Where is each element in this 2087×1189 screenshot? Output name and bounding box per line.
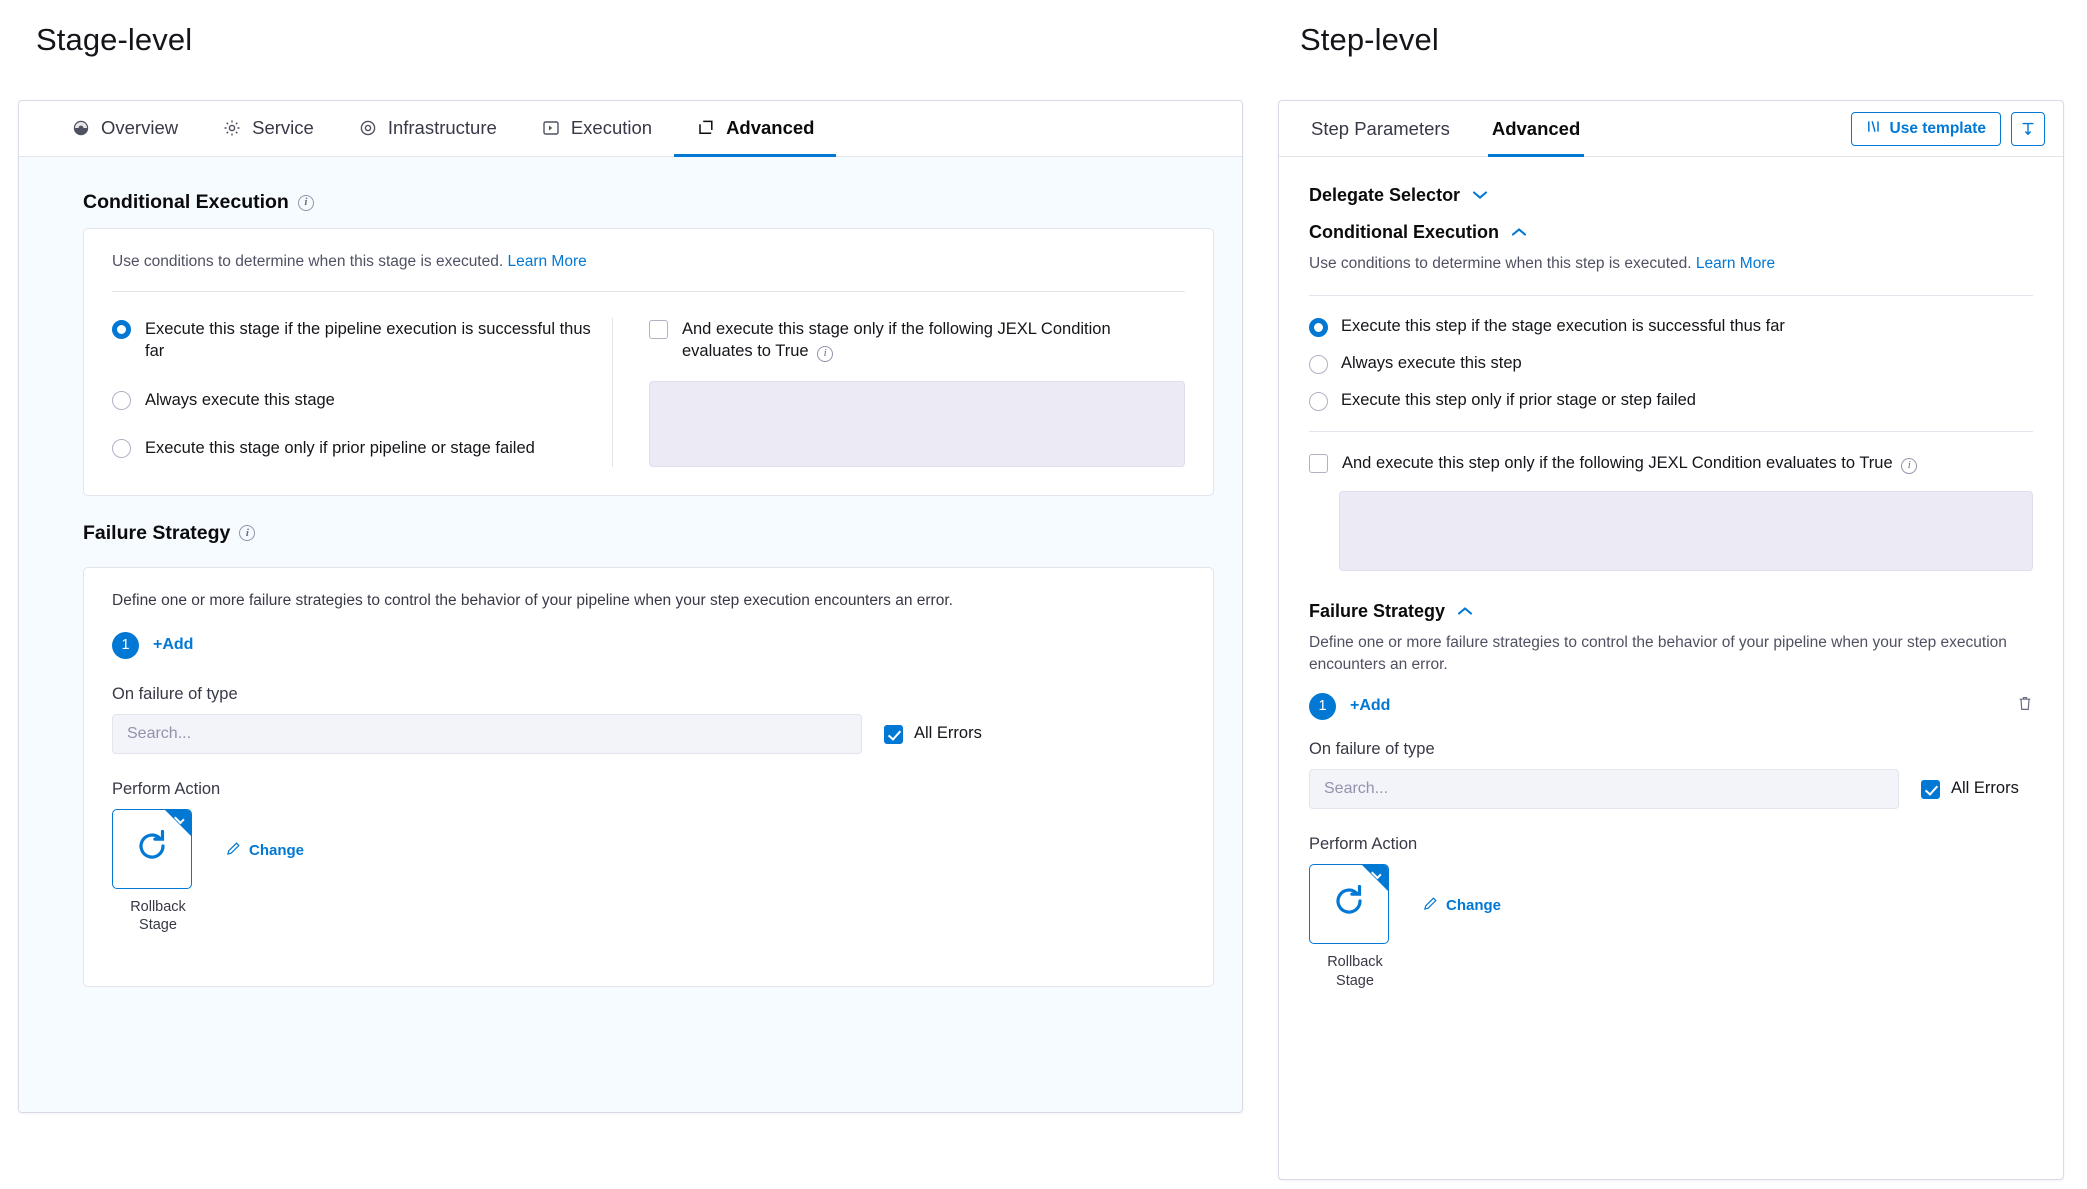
tab-step-advanced[interactable]: Advanced [1488, 102, 1584, 157]
selected-check-icon [165, 810, 191, 836]
radio-indicator[interactable] [1309, 318, 1328, 337]
stage-conditional-execution-card [83, 228, 1214, 496]
delegate-selector-label: Delegate Selector [1309, 185, 1461, 205]
chevron-up-icon[interactable] [1511, 225, 1527, 240]
stage-perform-action-label: Perform Action [112, 779, 221, 798]
step-failure-strategy-tabs [1309, 693, 2033, 720]
stage-conditional-learn-more-link[interactable]: Learn More [507, 253, 587, 270]
trash-icon[interactable] [2017, 695, 2033, 717]
stage-failure-type-row [112, 714, 1185, 754]
stage-conditional-columns [112, 318, 1185, 467]
step-level-heading: Step-level [1300, 22, 1439, 57]
use-template-button[interactable] [1851, 112, 2001, 146]
step-conditional-divider-top [1309, 295, 2033, 296]
stage-conditional-divider [112, 291, 1185, 292]
step-all-errors-label: All Errors [1951, 779, 2019, 798]
stage-rollback-stage-caption [112, 898, 204, 936]
step-conditional-learn-more-link[interactable]: Learn More [1695, 255, 1776, 272]
stage-change-action-label: Change [249, 841, 305, 859]
step-failure-strategy-label: Failure Strategy [1309, 600, 1446, 621]
step-change-action-button[interactable] [1423, 896, 1501, 915]
step-radio-option-always[interactable] [1309, 353, 2033, 374]
stage-jexl-label-text: And execute this stage only if the following JEXL Condition evaluates to True [682, 320, 1111, 361]
template-bars-icon [1866, 119, 1881, 139]
step-rollback-stage-caption [1309, 953, 1401, 991]
stage-failure-type-search-input[interactable]: Search... [112, 714, 862, 754]
tab-service-label: Service [252, 117, 314, 138]
step-failure-strategy-accordion[interactable] [1309, 601, 2033, 622]
step-perform-action-row [1309, 864, 2033, 991]
tab-step-parameters[interactable]: Step Parameters [1311, 118, 1450, 139]
pencil-icon [1423, 896, 1438, 915]
tab-advanced[interactable] [674, 102, 836, 157]
stage-failure-strategy-card [83, 567, 1214, 987]
stage-jexl-checkbox[interactable] [649, 320, 668, 339]
step-on-failure-of-type-label: On failure of type [1309, 739, 1435, 758]
step-all-errors-checkbox[interactable] [1921, 780, 1940, 799]
step-failure-description: Define one or more failure strategies to control the behavior of your pipeline when your step execution encounters an error. [1309, 633, 2007, 674]
step-failure-type-row [1309, 769, 2033, 809]
step-tabbar [1279, 101, 2063, 157]
stage-radio-option-always-label: Always execute this stage [145, 390, 335, 409]
stage-rollback-caption-line1: Rollback [130, 898, 186, 915]
stage-jexl-label [682, 318, 1185, 363]
step-jexl-label [1342, 452, 1917, 474]
stage-perform-action-row [112, 809, 1185, 936]
use-template-label: Use template [1889, 119, 1986, 137]
radio-indicator[interactable] [1309, 355, 1328, 374]
tab-overview-label: Overview [101, 117, 179, 138]
stage-jexl-column [612, 318, 1185, 467]
step-failure-type-search-input[interactable]: Search... [1309, 769, 1899, 809]
radio-indicator[interactable] [112, 320, 131, 339]
tab-infrastructure[interactable] [336, 102, 519, 157]
step-conditional-execution-label: Conditional Execution [1309, 222, 1500, 242]
step-add-failure-strategy-button[interactable]: +Add [1350, 697, 1391, 715]
step-radio-option-success-label: Execute this step if the stage execution is successful thus far [1341, 317, 1785, 336]
tab-overview[interactable] [49, 102, 200, 157]
info-icon[interactable]: i [1901, 458, 1917, 474]
tab-service[interactable] [200, 102, 336, 157]
stage-radio-option-failed-label: Execute this stage only if prior pipeline or stage failed [145, 438, 535, 457]
stage-all-errors-label: All Errors [914, 724, 982, 743]
tab-execution-label: Execution [570, 117, 653, 138]
step-perform-action-label: Perform Action [1309, 834, 1418, 853]
infrastructure-target-icon [358, 118, 378, 138]
step-conditional-description-text: Use conditions to determine when this step is executed. [1309, 255, 1692, 272]
stage-level-heading: Stage-level [36, 22, 193, 57]
step-rollback-caption-line2: Stage [1336, 972, 1374, 989]
step-conditional-divider-bottom [1309, 431, 2033, 432]
chevron-down-icon[interactable] [1472, 188, 1488, 203]
stage-change-action-button[interactable] [226, 841, 304, 860]
info-icon[interactable]: i [239, 525, 255, 541]
selected-check-icon [1362, 865, 1388, 891]
stage-conditional-description-text: Use conditions to determine when this stage is executed. [112, 253, 504, 270]
step-all-errors-option[interactable] [1921, 778, 2019, 799]
stage-all-errors-checkbox[interactable] [884, 725, 903, 744]
step-change-action-label: Change [1446, 896, 1502, 914]
step-jexl-checkbox[interactable] [1309, 454, 1328, 473]
step-radio-option-always-label: Always execute this step [1341, 354, 1522, 373]
radio-indicator[interactable] [112, 391, 131, 410]
step-advanced-body [1279, 157, 2063, 990]
stage-jexl-condition-input[interactable] [649, 381, 1185, 467]
stage-advanced-body [19, 157, 1242, 1112]
tab-advanced-label: Advanced [726, 117, 815, 138]
stage-radio-option-success-label: Execute this stage if the pipeline execution is successful thus far [145, 320, 591, 361]
stage-jexl-checkbox-row[interactable] [649, 318, 1185, 363]
stage-tabbar [19, 101, 1242, 157]
stage-conditional-execution-label: Conditional Execution [83, 191, 289, 213]
tab-infrastructure-label: Infrastructure [387, 117, 497, 138]
stage-add-failure-strategy-button[interactable]: +Add [153, 636, 194, 654]
stage-radio-option-success[interactable] [112, 318, 592, 363]
radio-indicator[interactable] [112, 439, 131, 458]
stage-conditional-radio-group [112, 318, 612, 467]
failure-strategy-index-badge[interactable]: 1 [112, 632, 139, 659]
step-level-panel [1278, 100, 2064, 1180]
step-conditional-execution-accordion[interactable] [1309, 222, 2033, 243]
stage-level-panel [18, 100, 1243, 1113]
stage-conditional-execution-title [83, 191, 1214, 214]
stage-rollback-caption-line2: Stage [139, 917, 177, 934]
info-icon[interactable]: i [817, 346, 833, 362]
step-jexl-condition-input[interactable] [1339, 491, 2033, 571]
stage-radio-option-always[interactable] [112, 389, 592, 411]
step-radio-option-failed[interactable] [1309, 390, 2033, 411]
failure-strategy-index-badge[interactable]: 1 [1309, 693, 1336, 720]
step-radio-option-failed-label: Execute this step only if prior stage or step failed [1341, 391, 1696, 410]
stage-failure-strategy-label: Failure Strategy [83, 521, 231, 544]
stage-failure-description: Define one or more failure strategies to control the behavior of your pipeline when your step execution encounters an error. [112, 591, 953, 609]
step-rollback-caption-line1: Rollback [1327, 953, 1383, 970]
stage-failure-strategy-tabs [112, 632, 1185, 659]
stage-radio-option-failed[interactable] [112, 437, 592, 459]
pencil-icon [226, 841, 241, 860]
step-radio-option-success[interactable] [1309, 316, 2033, 337]
delegate-selector-accordion[interactable] [1309, 185, 2033, 206]
overview-icon [71, 118, 91, 138]
execution-icon [541, 118, 561, 138]
save-template-icon[interactable] [2011, 112, 2045, 146]
stage-conditional-description [112, 253, 1185, 271]
step-jexl-checkbox-row[interactable] [1309, 452, 2033, 474]
stage-rollback-stage-tile[interactable] [112, 809, 192, 889]
chevron-up-icon[interactable] [1457, 604, 1473, 619]
step-conditional-description [1309, 253, 2033, 275]
tab-execution[interactable] [519, 102, 674, 157]
stage-all-errors-option[interactable] [884, 723, 982, 744]
service-gear-icon [222, 118, 242, 138]
stage-failure-strategy-title [83, 522, 1214, 545]
step-rollback-stage-tile[interactable] [1309, 864, 1389, 944]
stage-on-failure-of-type-label: On failure of type [112, 684, 238, 703]
info-icon[interactable]: i [298, 195, 314, 211]
step-jexl-label-text: And execute this step only if the following JEXL Condition evaluates to True [1342, 454, 1893, 473]
radio-indicator[interactable] [1309, 392, 1328, 411]
advanced-icon [696, 118, 716, 138]
